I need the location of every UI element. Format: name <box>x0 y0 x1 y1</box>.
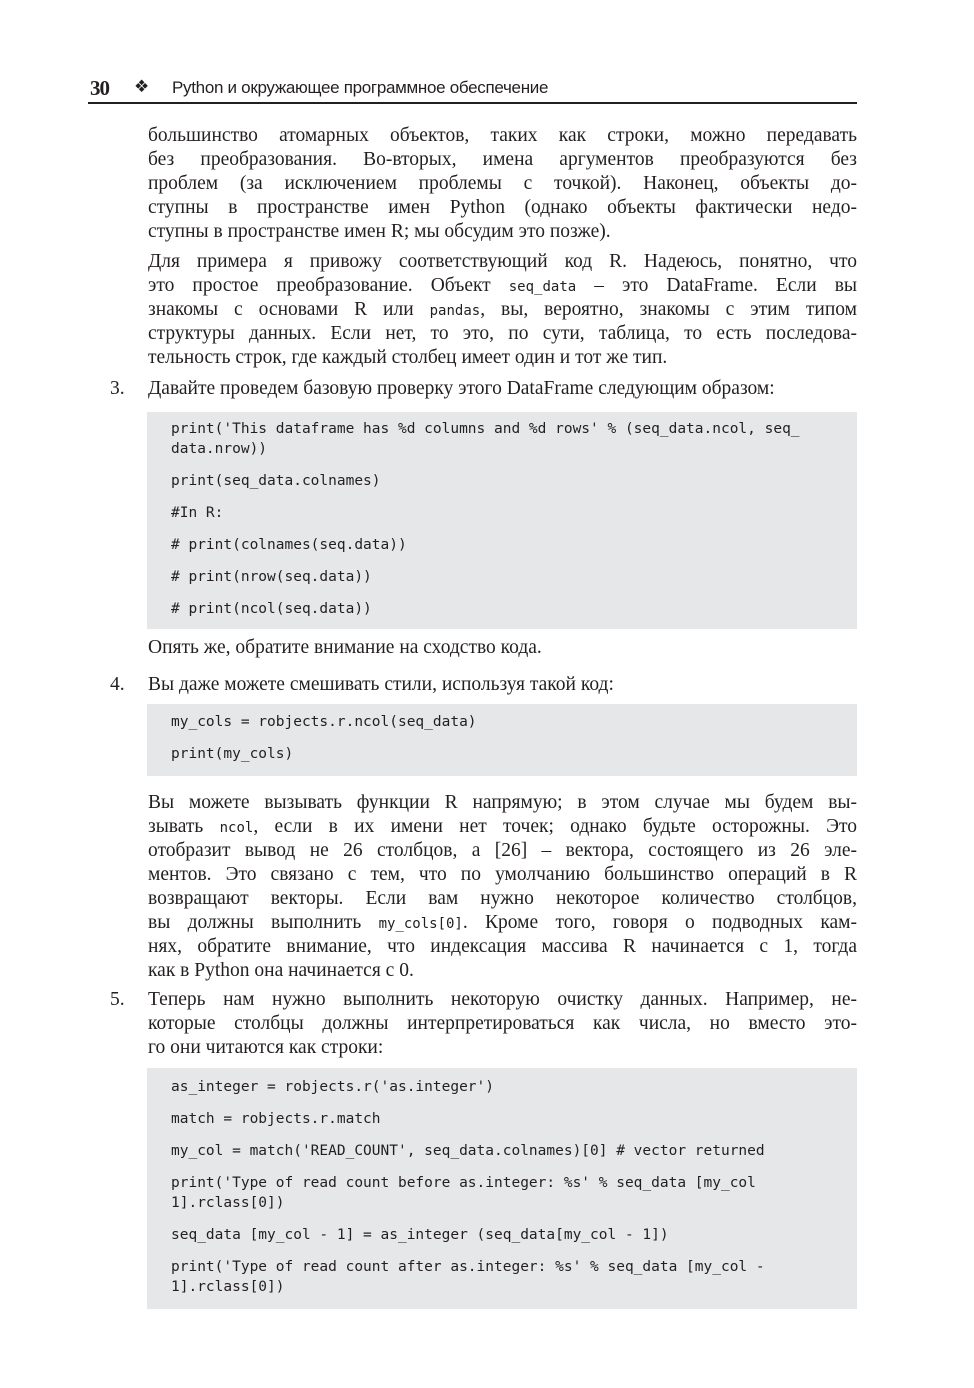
paragraph <box>148 791 857 983</box>
list-number: 5. <box>110 989 125 1010</box>
text-line <box>148 148 857 172</box>
text-run: зывать <box>148 816 220 837</box>
list-item-4 <box>110 673 857 697</box>
code-line: #In R: <box>171 505 224 521</box>
paragraph <box>148 124 857 244</box>
code-line: # print(colnames(seq.data)) <box>171 537 407 553</box>
text-run: го они читаются как строки: <box>148 1037 384 1058</box>
text-line <box>148 274 857 298</box>
text-run: , вы, вероятно, знакомы с этим типом <box>480 299 857 320</box>
text-line <box>148 346 857 370</box>
inline-code: ncol <box>219 820 254 836</box>
text-line <box>148 636 857 660</box>
text-run: Для примера я привожу соответствующий код R. Надеюсь, понятно, что <box>148 251 857 272</box>
text-line <box>148 124 857 148</box>
text-line <box>148 298 857 322</box>
text-line <box>148 1036 857 1060</box>
code-line: as_integer = robjects.r('as.integer') <box>171 1079 495 1095</box>
text-line <box>148 673 857 697</box>
text-run: как в Python она начинается с 0. <box>148 960 414 981</box>
text-run: без преобразования. Во-вторых, имена аргументов преобразуются без <box>148 149 857 170</box>
text-line <box>148 196 857 220</box>
code-line: # print(nrow(seq.data)) <box>171 569 372 585</box>
text-line <box>148 988 857 1012</box>
text-run: большинство атомарных объектов, таких как строки, можно передавать <box>148 125 857 146</box>
list-item-3 <box>110 377 857 401</box>
inline-code: pandas <box>429 303 481 319</box>
text-line <box>148 815 857 839</box>
text-line <box>148 250 857 274</box>
code-line: print(my_cols) <box>171 746 294 762</box>
text-run: Вы даже можете смешивать стили, используя такой код: <box>148 674 614 695</box>
text-run: ступны в пространстве имен R; мы обсудим это позже). <box>148 221 611 242</box>
text-run: – это DataFrame. Если вы <box>576 275 858 296</box>
code-line: my_col = match('READ_COUNT', seq_data.colnames)[0] # vector returned <box>171 1143 765 1159</box>
code-line: # print(ncol(seq.data)) <box>171 601 372 617</box>
text-run: это простое преобразование. Объект <box>148 275 509 296</box>
code-line: print('This dataframe has %d columns and %d rows' % (seq_data.ncol, seq_ <box>171 421 800 437</box>
text-line <box>148 959 857 983</box>
code-line: my_cols = robjects.r.ncol(seq_data) <box>171 714 477 730</box>
code-block <box>147 1068 857 1309</box>
text-line <box>148 791 857 815</box>
code-line: 1].rclass[0]) <box>171 1195 285 1211</box>
text-run: возвращают векторы. Если вам нужно некоторое количество столбцов, <box>148 888 857 909</box>
running-header <box>88 76 857 104</box>
code-block <box>147 704 857 776</box>
code-line: print(seq_data.colnames) <box>171 473 381 489</box>
text-line <box>148 1012 857 1036</box>
list-number: 4. <box>110 674 125 695</box>
inline-code: my_cols[0] <box>378 916 463 932</box>
code-line: match = robjects.r.match <box>171 1111 381 1127</box>
text-run: Теперь нам нужно выполнить некоторую очистку данных. Например, не- <box>148 989 857 1010</box>
text-line <box>148 911 857 935</box>
text-run: . Кроме того, говоря о подводных кам- <box>462 912 857 933</box>
text-run: , если в их имени нет точек; однако будьте осторожны. Это <box>253 816 857 837</box>
inline-code: seq_data <box>508 279 577 295</box>
text-run: проблем (за исключением проблемы с точкой). Наконец, объекты до- <box>148 173 857 194</box>
text-run: ступны в пространстве имен Python (однако объекты фактически недо- <box>148 197 857 218</box>
page-number: 30 <box>90 76 109 100</box>
ornament-icon: ❖ <box>134 77 150 96</box>
text-line <box>148 377 857 401</box>
text-line <box>148 220 857 244</box>
code-line: print('Type of read count after as.integer: %s' % seq_data [my_col - <box>171 1259 765 1275</box>
paragraph <box>148 636 857 660</box>
text-line <box>148 322 857 346</box>
text-line <box>148 172 857 196</box>
text-run: Давайте проведем базовую проверку этого DataFrame следующим образом: <box>148 378 775 399</box>
text-run: вы должны выполнить <box>148 912 379 933</box>
text-run: Опять же, обратите внимание на сходство кода. <box>148 637 542 658</box>
text-run: структуры данных. Если нет, то это, по сути, таблица, то есть последова- <box>148 323 857 344</box>
text-run: ментов. Это связано с тем, что по умолчанию большинство операций в R <box>148 864 857 885</box>
text-run: отобразит вывод не 26 столбцов, а [26] – вектора, состоящего из 26 эле- <box>148 840 857 861</box>
text-run: которые столбцы должны интерпретироваться как числа, но вместо это- <box>148 1013 857 1034</box>
chapter-title: Python и окружающее программное обеспечение <box>172 78 549 97</box>
code-line: data.nrow)) <box>171 441 268 457</box>
code-line: seq_data [my_col - 1] = as_integer (seq_data[my_col - 1]) <box>171 1227 669 1243</box>
list-item-5 <box>110 988 857 1060</box>
list-number: 3. <box>110 378 125 399</box>
text-line <box>148 839 857 863</box>
text-line <box>148 935 857 959</box>
code-line: 1].rclass[0]) <box>171 1279 285 1295</box>
text-line <box>148 863 857 887</box>
paragraph <box>148 250 857 370</box>
text-run: Вы можете вызывать функции R напрямую; в этом случае мы будем вы- <box>148 792 857 813</box>
text-run: тельность строк, где каждый столбец имеет один и тот же тип. <box>148 347 668 368</box>
text-line <box>148 887 857 911</box>
code-line: print('Type of read count before as.integer: %s' % seq_data [my_col <box>171 1175 756 1191</box>
text-run: нях, обратите внимание, что индексация массива R начинается с 1, тогда <box>148 936 857 957</box>
code-block <box>147 412 857 629</box>
text-run: знакомы с основами R или <box>148 299 430 320</box>
